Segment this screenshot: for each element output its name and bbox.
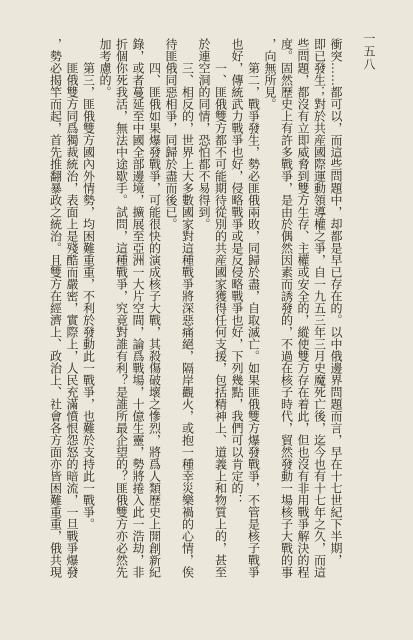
text-line: 一、匪俄雙方都不可能期待從別的共産國家獲得任何支援，包括精神上、道義上和物質上的，甚至 bbox=[213, 62, 228, 578]
text-line: 錄，或者蔓延至中國全部邊境，擴展至亞洲一大片空間，論爲戰場，十億生靈，勢將捲入此一浩劫，非 bbox=[131, 38, 145, 578]
text-line: 衝突……都可以，而這些問題中，却都是早已存在的。以中俄邊界問題而言，早在十七世紀下半期， bbox=[329, 38, 343, 566]
page-number: 一五八 bbox=[362, 32, 376, 71]
text-line: 三、相反的，世界上大多數國家對這種戰爭將深惡痛絕，隔岸觀火，或抱一種幸災樂禍的心情，俟 bbox=[180, 62, 195, 578]
text-line: 折個你死我活，無法中途歇手。試問，這種戰爭，究竟對誰有利？是誰所最企望的？匪俄雙方亦必然先 bbox=[114, 38, 129, 578]
text-line: 於連空洞的同情，恐怕都不易得到。 bbox=[197, 38, 211, 230]
body-text bbox=[46, 38, 346, 598]
text-line: 第三，匪俄雙方國內外情勢，均困難重重，不利於發動此一戰爭，也難於支持此一戰爭。 bbox=[81, 62, 96, 530]
text-line: ，勢必揭竿而起，首先推翻暴政之統治。且雙方在經濟上、政治上、社會各方面亦皆困難重重，俄共現 bbox=[48, 38, 63, 578]
text-line: 即已發生；對於共産國際運動領導權之爭，自一九五三年三月史魔死亡後，迄今也有十七年之久，而這 bbox=[312, 38, 327, 578]
text-line: 些問題，都沒有立即威脅到雙方生存、主權或安全的，縱使雙方存在着此，但也沒有非用戰爭解決的程 bbox=[296, 38, 310, 578]
text-line: 匪俄雙方同爲獨裁統治，表面上是殘酷而嚴密，實際上，人民充滿憤恨怨怒的暗流，一旦戰爭爆發 bbox=[65, 62, 79, 578]
text-line: ，向無所見。 bbox=[263, 38, 277, 110]
text-line: 度。固然歷史上有許多戰爭，是由於偶然因素而誘發的，不過在核子時代，貿然發動一場核子大戰的事 bbox=[279, 38, 294, 578]
text-line: 也好，傳統武力戰爭也好，侵略戰爭或是反侵略戰爭也好，下列幾點，我們可以肯定的： bbox=[230, 38, 244, 506]
text-line: 第二，戰爭發生，勢必匪俄兩敗，同歸於盡，自取滅亡。如果匪俄雙方爆發戰爭，不管是核子戰爭 bbox=[246, 62, 261, 578]
text-line: 待匪俄同惡相爭，同歸於盡而後已。 bbox=[164, 38, 178, 230]
text-line: 加考慮的。 bbox=[98, 38, 112, 98]
text-line: 四、匪俄如果爆發戰爭，可能很快的演成核子大戰，其殺傷破壞之慘烈，將爲人類歷史上開創新紀 bbox=[147, 62, 162, 578]
